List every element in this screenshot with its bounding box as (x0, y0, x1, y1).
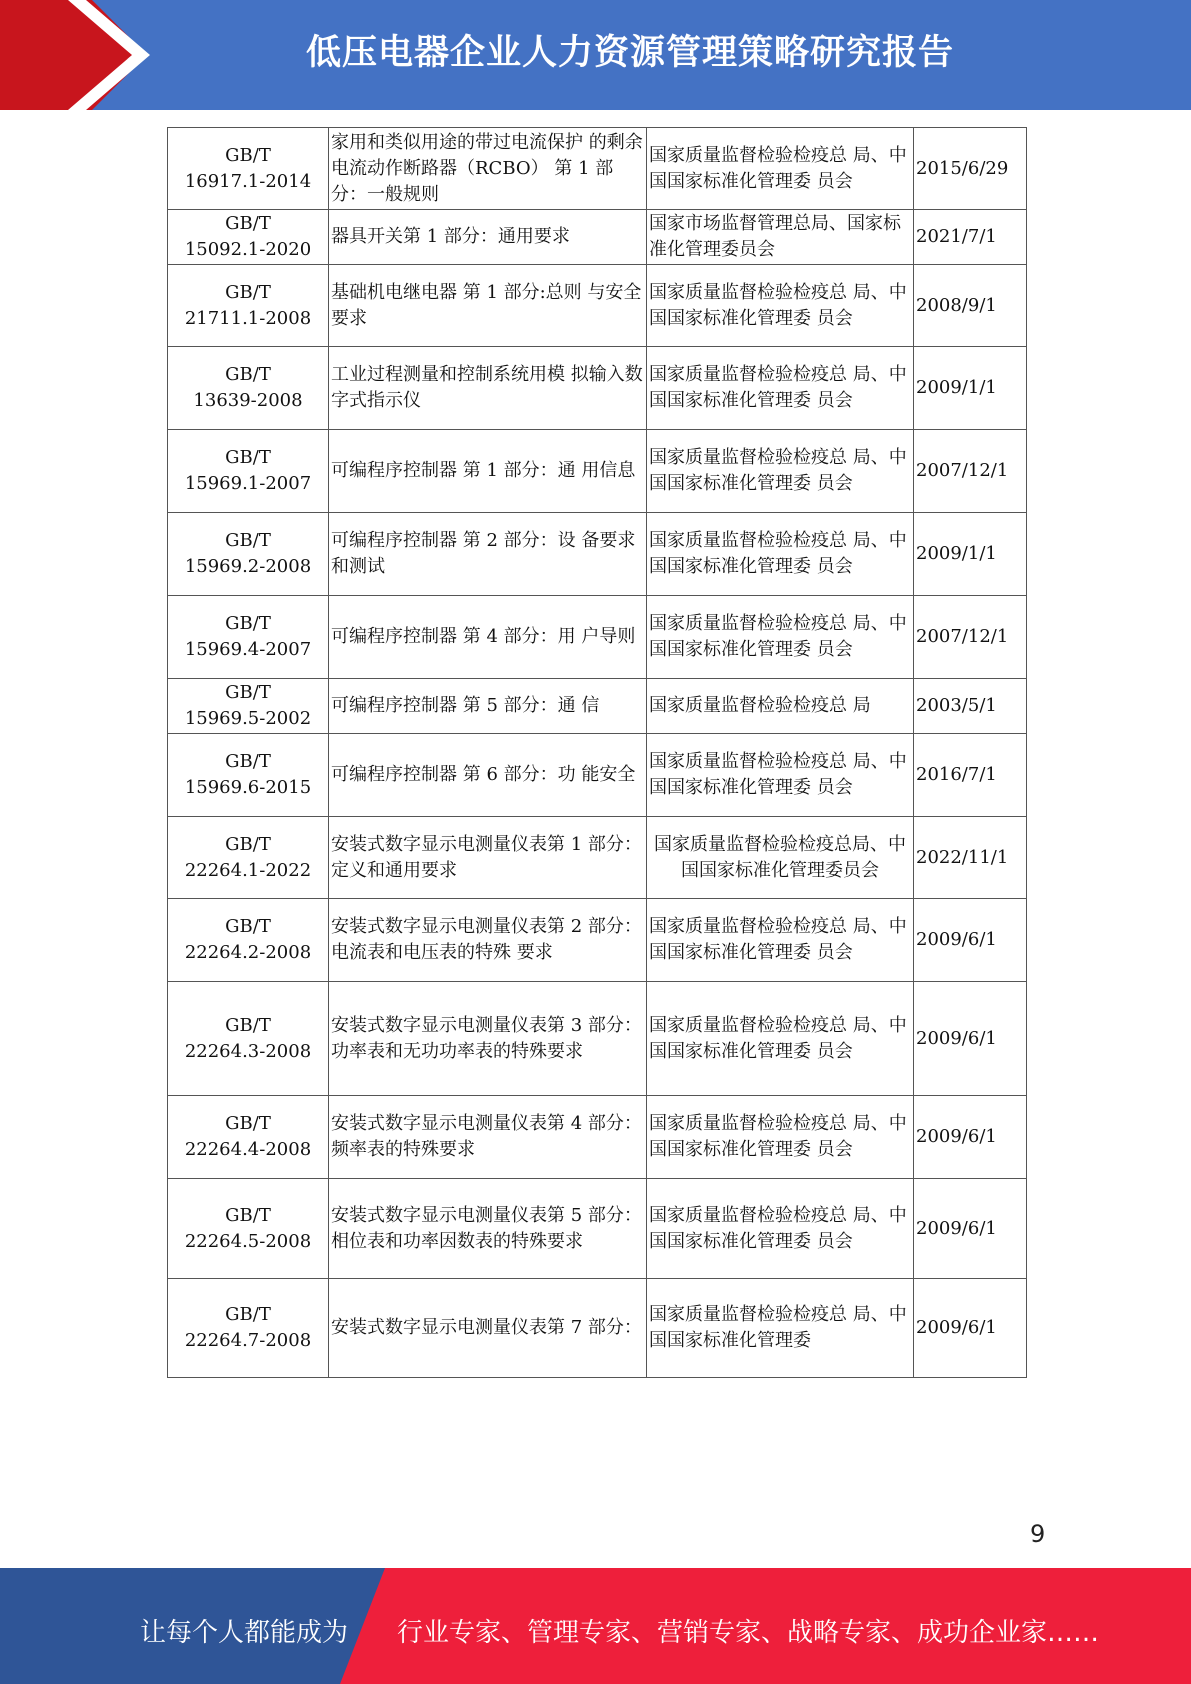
standard-date: 2007/12/1 (914, 596, 1027, 679)
standard-name: 家用和类似用途的带过电流保护 的剩余电流动作断路器（RCBO） 第 1 部分：一般规则 (329, 128, 647, 210)
standard-name: 基础机电继电器 第 1 部分:总则 与安全要求 (329, 265, 647, 347)
standards-table (167, 127, 1027, 1378)
standard-issuer: 国家质量监督检验检疫总 局、中国国家标准化管理委 员会 (647, 265, 914, 347)
standard-issuer: 国家质量监督检验检疫总 局、中国国家标准化管理委 员会 (647, 347, 914, 430)
standard-issuer: 国家质量监督检验检疫总 局、中国国家标准化管理委 (647, 1279, 914, 1378)
standard-code: GB/T 21711.1-2008 (168, 265, 329, 347)
standard-issuer: 国家质量监督检验检疫总 局、中国国家标准化管理委 员会 (647, 1179, 914, 1279)
standard-code: GB/T 15092.1-2020 (168, 210, 329, 265)
standard-name: 工业过程测量和控制系统用模 拟输入数字式指示仪 (329, 347, 647, 430)
standard-name: 安装式数字显示电测量仪表第 2 部分：电流表和电压表的特殊 要求 (329, 899, 647, 982)
standard-issuer: 国家质量监督检验检疫总 局、中国国家标准化管理委 员会 (647, 430, 914, 513)
standard-name: 可编程序控制器 第 2 部分：设 备要求和测试 (329, 513, 647, 596)
standard-code: GB/T 16917.1-2014 (168, 128, 329, 210)
standard-date: 2003/5/1 (914, 679, 1027, 734)
page-header (0, 0, 1191, 110)
standard-issuer: 国家质量监督检验检疫总 局、中国国家标准化管理委 员会 (647, 734, 914, 817)
standard-date: 2009/1/1 (914, 347, 1027, 430)
standard-issuer: 国家质量监督检验检疫总 局、中国国家标准化管理委 员会 (647, 513, 914, 596)
table-row (168, 430, 1027, 513)
standard-name: 可编程序控制器 第 4 部分：用 户导则 (329, 596, 647, 679)
standard-code: GB/T 22264.1-2022 (168, 817, 329, 899)
standard-code: GB/T 15969.5-2002 (168, 679, 329, 734)
table-row (168, 899, 1027, 982)
standard-name: 可编程序控制器 第 6 部分：功 能安全 (329, 734, 647, 817)
standard-date: 2009/6/1 (914, 1096, 1027, 1179)
table-row (168, 982, 1027, 1096)
standard-code: GB/T 15969.2-2008 (168, 513, 329, 596)
table-row (168, 128, 1027, 210)
standard-code: GB/T 22264.5-2008 (168, 1179, 329, 1279)
standard-code: GB/T 15969.6-2015 (168, 734, 329, 817)
standard-code: GB/T 22264.2-2008 (168, 899, 329, 982)
standard-code: GB/T 22264.3-2008 (168, 982, 329, 1096)
standard-date: 2009/6/1 (914, 899, 1027, 982)
standard-issuer: 国家质量监督检验检疫总 局、中国国家标准化管理委 员会 (647, 1096, 914, 1179)
report-title: 低压电器企业人力资源管理策略研究报告 (305, 33, 954, 73)
table-row (168, 513, 1027, 596)
standard-issuer: 国家市场监督管理总局、国家标准化管理委员会 (647, 210, 914, 265)
standard-code: GB/T 22264.4-2008 (168, 1096, 329, 1179)
table-row (168, 1179, 1027, 1279)
standard-code: GB/T 22264.7-2008 (168, 1279, 329, 1378)
standard-date: 2008/9/1 (914, 265, 1027, 347)
standard-name: 可编程序控制器 第 5 部分：通 信 (329, 679, 647, 734)
standard-issuer: 国家质量监督检验检疫总 局 (647, 679, 914, 734)
table-row (168, 817, 1027, 899)
table-row (168, 1279, 1027, 1378)
table-row (168, 347, 1027, 430)
table-row (168, 210, 1027, 265)
standard-date: 2009/1/1 (914, 513, 1027, 596)
standard-issuer: 国家质量监督检验检疫总 局、中国国家标准化管理委 员会 (647, 982, 914, 1096)
standard-date: 2016/7/1 (914, 734, 1027, 817)
table-row (168, 734, 1027, 817)
standard-name: 安装式数字显示电测量仪表第 3 部分：功率表和无功功率表的特殊要求 (329, 982, 647, 1096)
table-row (168, 265, 1027, 347)
standard-name: 安装式数字显示电测量仪表第 7 部分： (329, 1279, 647, 1378)
standard-code: GB/T 15969.4-2007 (168, 596, 329, 679)
standard-issuer: 国家质量监督检验检疫总 局、中国国家标准化管理委 员会 (647, 596, 914, 679)
standard-date: 2007/12/1 (914, 430, 1027, 513)
standard-date: 2009/6/1 (914, 982, 1027, 1096)
standard-code: GB/T 15969.1-2007 (168, 430, 329, 513)
standard-date: 2021/7/1 (914, 210, 1027, 265)
standard-date: 2009/6/1 (914, 1179, 1027, 1279)
standard-date: 2009/6/1 (914, 1279, 1027, 1378)
table-row (168, 596, 1027, 679)
standard-issuer: 国家质量监督检验检疫总局、中国国家标准化管理委员会 (647, 817, 914, 899)
page-number: 9 (1030, 1520, 1046, 1548)
standard-name: 安装式数字显示电测量仪表第 4 部分：频率表的特殊要求 (329, 1096, 647, 1179)
standard-date: 2015/6/29 (914, 128, 1027, 210)
header-red-arrow (0, 0, 150, 110)
table-row (168, 1096, 1027, 1179)
standard-name: 安装式数字显示电测量仪表第 5 部分：相位表和功率因数表的特殊要求 (329, 1179, 647, 1279)
standard-issuer: 国家质量监督检验检疫总 局、中国国家标准化管理委 员会 (647, 128, 914, 210)
footer-slogan-left: 让每个人都能成为 (140, 1618, 349, 1648)
standard-code: GB/T 13639-2008 (168, 347, 329, 430)
standard-issuer: 国家质量监督检验检疫总 局、中国国家标准化管理委 员会 (647, 899, 914, 982)
standard-name: 安装式数字显示电测量仪表第 1 部分：定义和通用要求 (329, 817, 647, 899)
table-row (168, 679, 1027, 734)
standard-name: 器具开关第 1 部分：通用要求 (329, 210, 647, 265)
standard-name: 可编程序控制器 第 1 部分：通 用信息 (329, 430, 647, 513)
footer-slogan-right: 行业专家、管理专家、营销专家、战略专家、成功企业家…… (397, 1618, 1100, 1648)
standard-date: 2022/11/1 (914, 817, 1027, 899)
